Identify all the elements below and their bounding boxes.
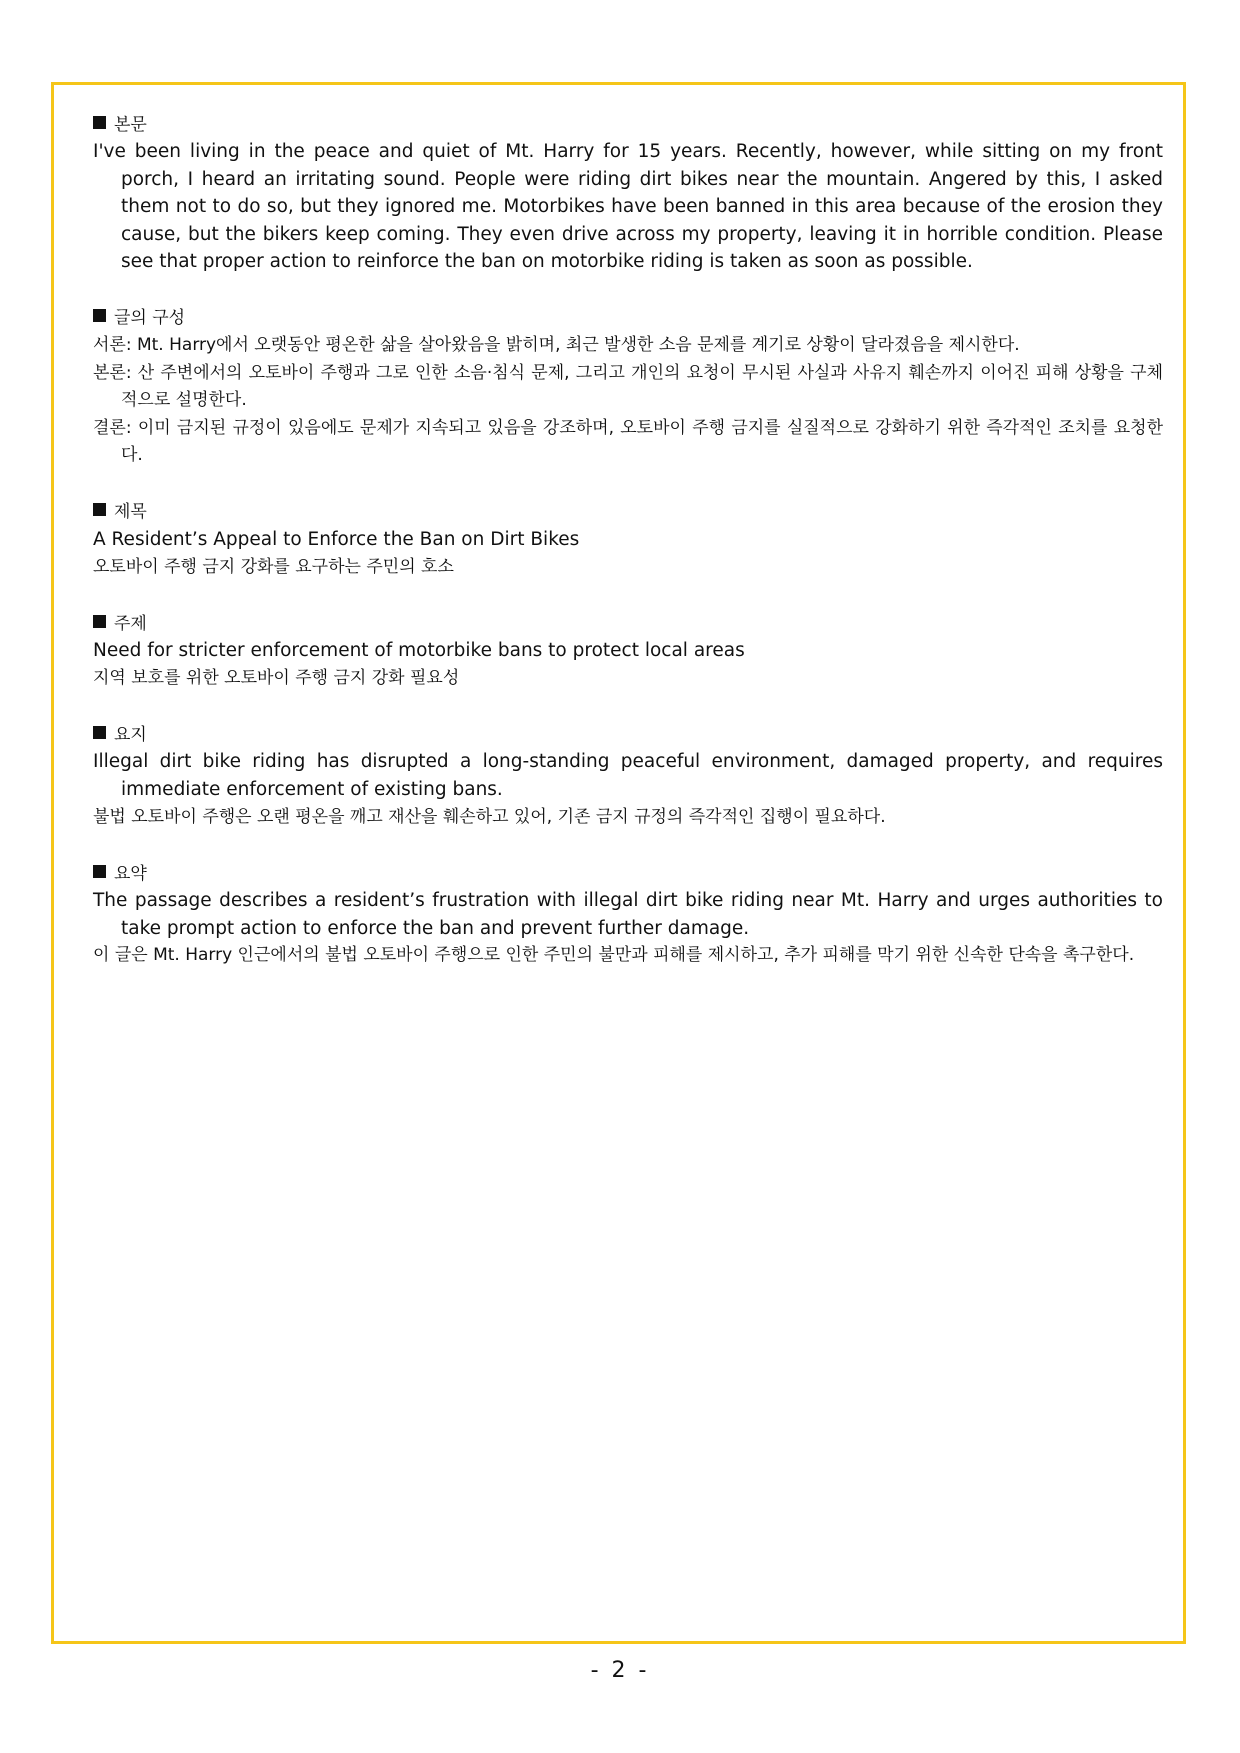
- section-header: [93, 304, 1163, 328]
- black-square-icon: [93, 865, 106, 878]
- section-header: [93, 720, 1163, 744]
- section-header: [93, 609, 1163, 633]
- black-square-icon: [93, 615, 106, 628]
- black-square-icon: [93, 503, 106, 516]
- title-english: A Resident’s Appeal to Enforce the Ban on Dirt Bikes: [93, 528, 580, 550]
- summary-korean: 이 글은 Mt. Harry 인근에서의 불법 오토바이 주행으로 인한 주민의 불만과 피해를 제시하고, 추가 피해를 막기 위한 신속한 단속을 촉구한다.: [93, 945, 1135, 966]
- gist-korean: 불법 오토바이 주행은 오랜 평온을 깨고 재산을 훼손하고 있어, 기존 금지 규정의 즉각적인 집행이 필요하다.: [93, 806, 886, 827]
- structure-intro: 서론: Mt. Harry에서 오랫동안 평온한 삶을 살아왔음을 밝히며, 최근 발생한 소음 문제를 계기로 상황이 달라졌음을 제시한다.: [93, 334, 1020, 355]
- black-square-icon: [93, 309, 106, 322]
- structure-body: 본론: 산 주변에서의 오토바이 주행과 그로 인한 소음·침식 문제, 그리고 개인의 요청이 무시된 사실과 사유지 훼손까지 이어진 피해 상황을 구체적으로 설명한다.: [93, 362, 1163, 411]
- page-number: - 2 -: [590, 1658, 650, 1683]
- section-heading: 본문: [114, 114, 147, 135]
- section-heading: 제목: [114, 502, 147, 523]
- section-summary: [93, 859, 1163, 970]
- document-content: [93, 110, 1163, 998]
- gist-english: Illegal dirt bike riding has disrupted a long-standing peaceful environment, damaged property, and requires immediate enforcement of existing bans.: [93, 751, 1163, 800]
- passage-text: I've been living in the peace and quiet of Mt. Harry for 15 years. Recently, however, while sitting on my front porch, I heard an irritating sound. People were riding dirt bikes near the mountain. Angered by this, I asked them not to do so, but they ignored me. Motorbikes have been banned in this area because of the erosion they cause, but the bikers keep coming. They even drive across my property, leaving it in horrible condition. Please see that proper action to reinforce the ban on motorbike riding is taken as soon as possible.: [93, 141, 1163, 273]
- section-header: [93, 110, 1163, 134]
- section-gist: [93, 720, 1163, 831]
- section-heading: 글의 구성: [114, 308, 186, 329]
- black-square-icon: [93, 726, 106, 739]
- section-structure: [93, 304, 1163, 470]
- section-heading: 요약: [114, 863, 147, 884]
- section-title: [93, 498, 1163, 581]
- section-body: [93, 110, 1163, 276]
- section-topic: [93, 609, 1163, 692]
- section-header: [93, 498, 1163, 522]
- topic-english: Need for stricter enforcement of motorbike bans to protect local areas: [93, 640, 745, 662]
- section-header: [93, 859, 1163, 883]
- black-square-icon: [93, 116, 106, 129]
- title-korean: 오토바이 주행 금지 강화를 요구하는 주민의 호소: [93, 556, 454, 577]
- section-heading: 주제: [114, 613, 147, 634]
- structure-conclusion: 결론: 이미 금지된 규정이 있음에도 문제가 지속되고 있음을 강조하며, 오토바이 주행 금지를 실질적으로 강화하기 위한 즉각적인 조치를 요청한다.: [93, 417, 1163, 466]
- section-heading: 요지: [114, 724, 147, 745]
- summary-english: The passage describes a resident’s frustration with illegal dirt bike riding near Mt. Harry and urges authorities to take prompt action to enforce the ban and prevent further damage.: [93, 890, 1163, 939]
- topic-korean: 지역 보호를 위한 오토바이 주행 금지 강화 필요성: [93, 667, 460, 688]
